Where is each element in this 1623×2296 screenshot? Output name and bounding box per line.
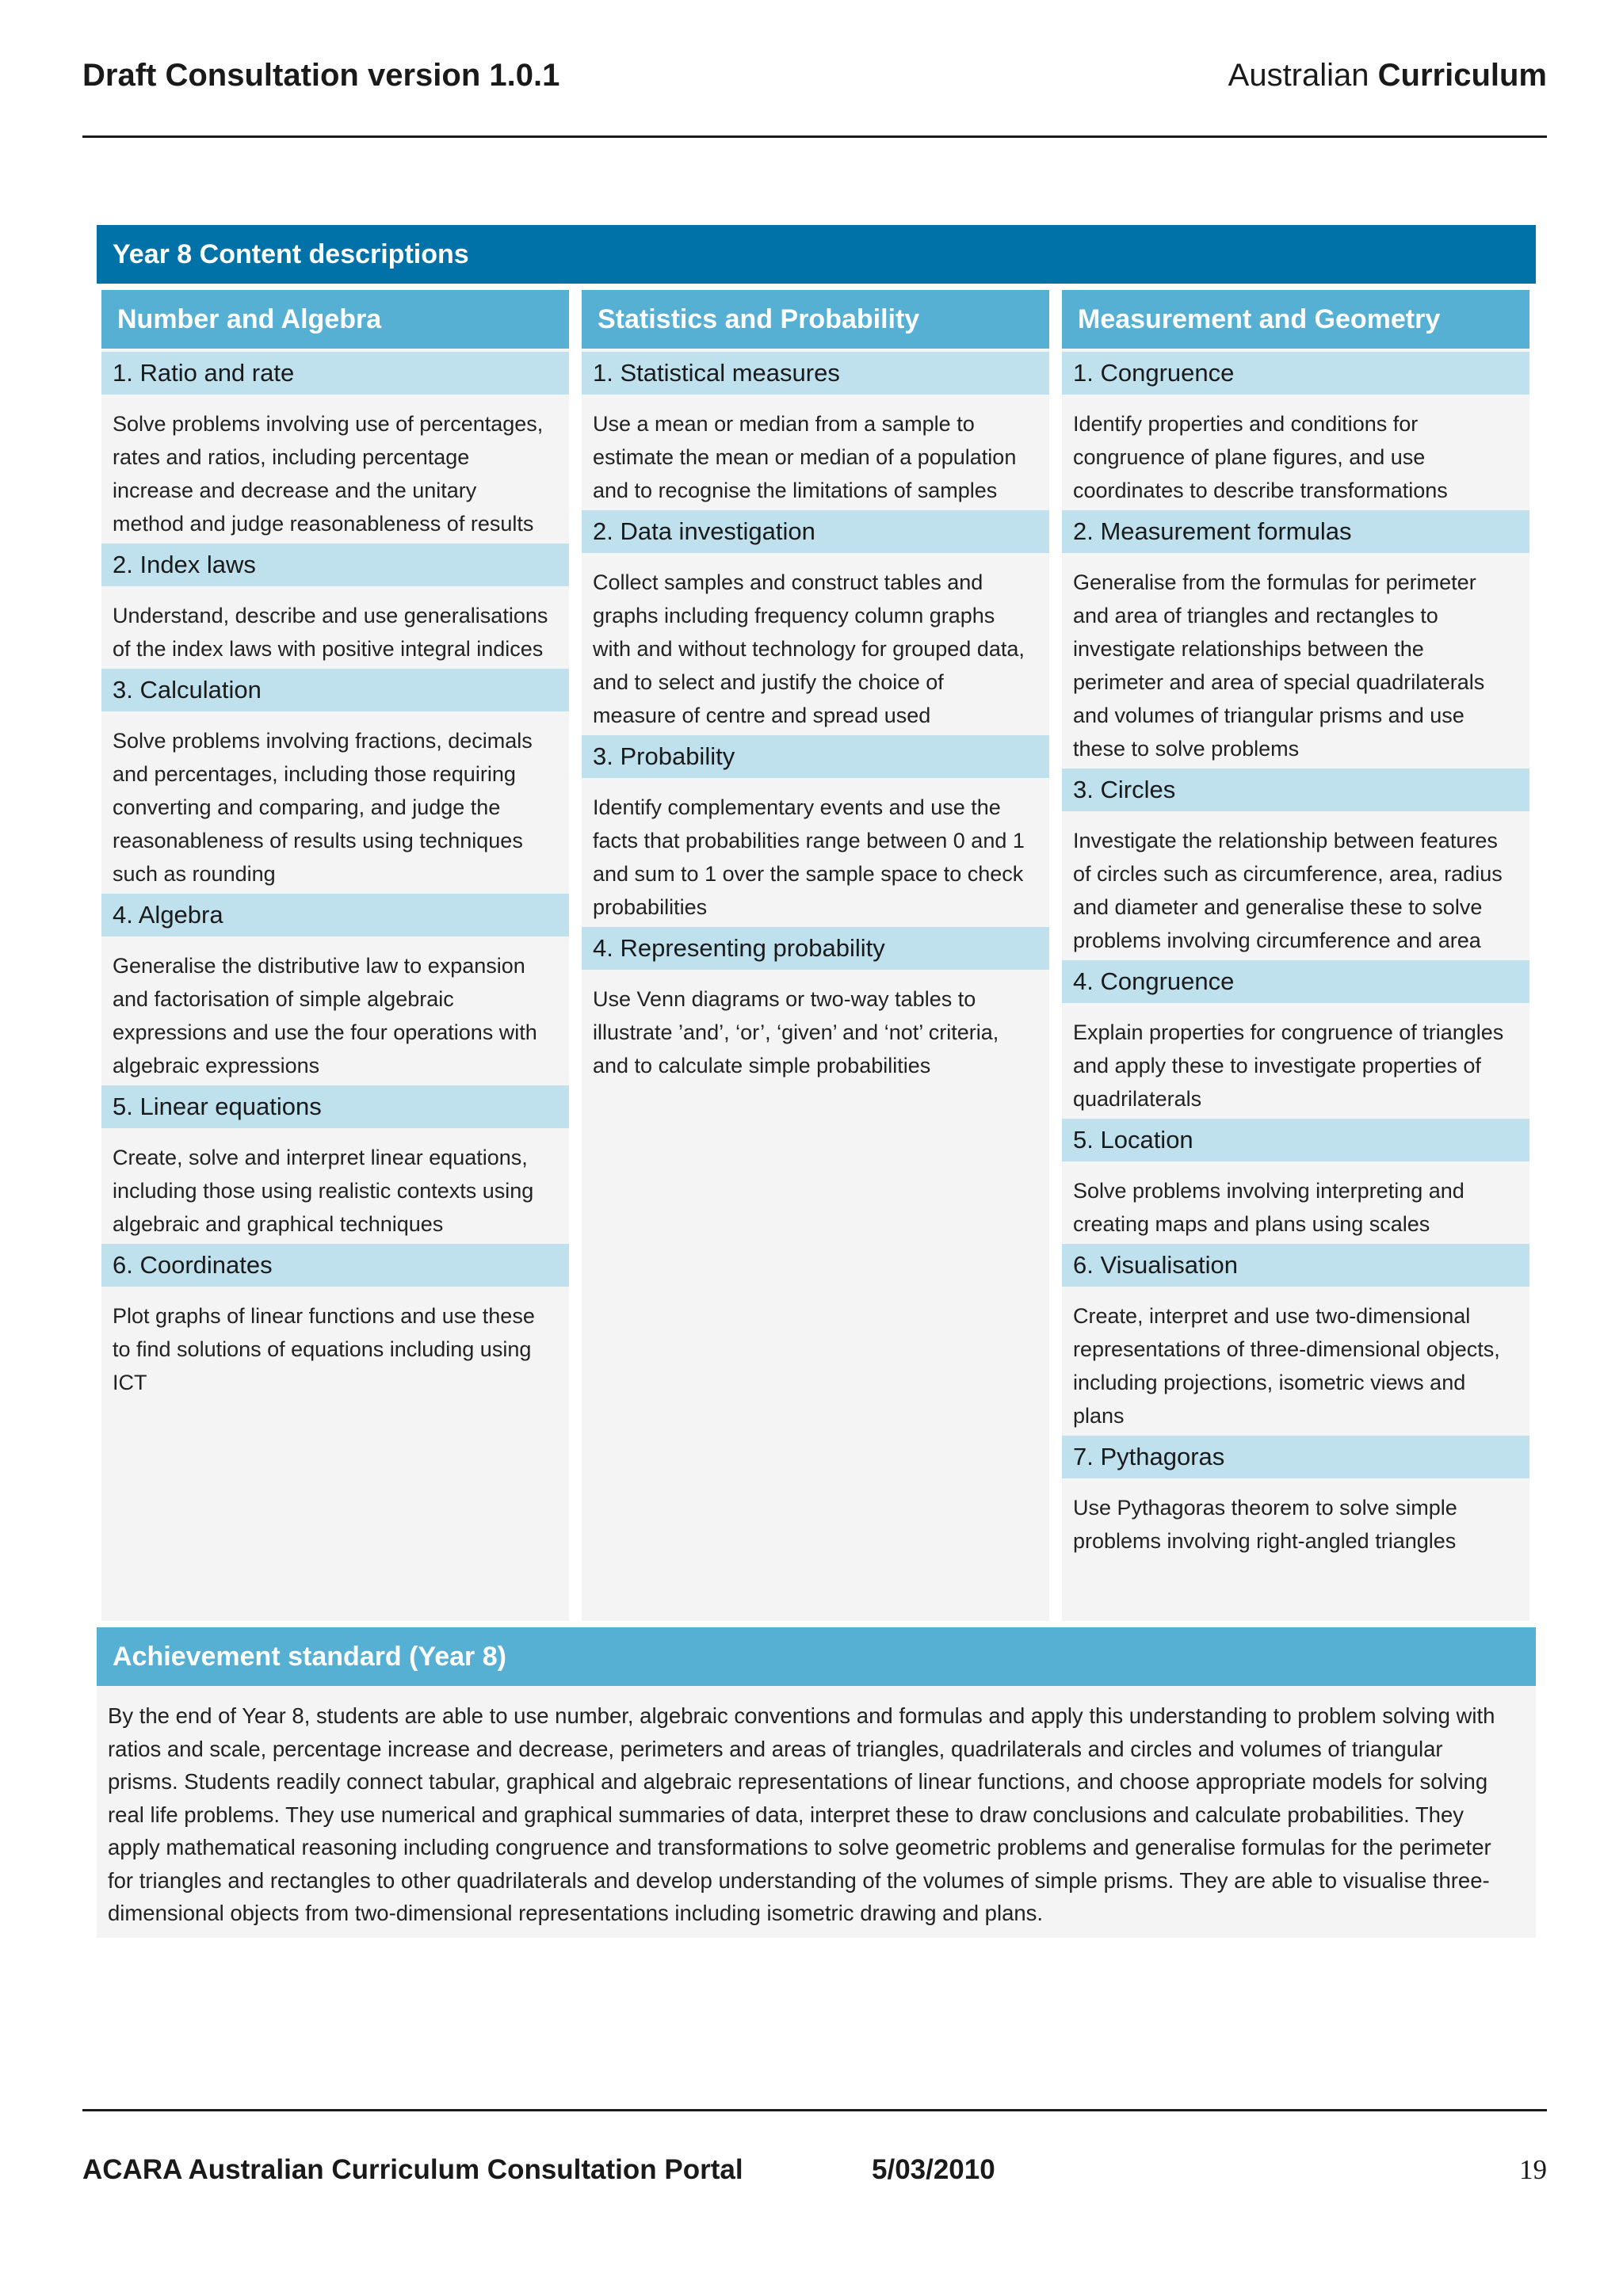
section-heading: 5. Linear equations [101, 1085, 569, 1128]
description-line: rates and ratios, including percentage [113, 445, 470, 469]
section-heading: 1. Statistical measures [582, 352, 1049, 395]
description-line: Solve problems involving fractions, decimals [113, 729, 533, 753]
brand-curriculum: Curriculum [1377, 58, 1547, 93]
description-line: with and without technology for grouped data, [593, 637, 1025, 661]
description-line: these to solve problems [1073, 737, 1300, 761]
description-line: increase and decrease and the unitary [113, 479, 477, 502]
section-heading: 4. Congruence [1062, 960, 1529, 1003]
achievement-standard-body [97, 1686, 1536, 1938]
section-description [582, 970, 1049, 1082]
column-heading: Measurement and Geometry [1062, 290, 1529, 349]
description-line: plans [1073, 1404, 1125, 1428]
column-heading: Statistics and Probability [582, 290, 1049, 349]
description-line: Generalise from the formulas for perimeter [1073, 570, 1476, 594]
description-line: and diameter and generalise these to solve [1073, 895, 1483, 919]
description-line: and volumes of triangular prisms and use [1073, 704, 1465, 727]
section-description [101, 395, 569, 540]
description-line: problems involving circumference and area [1073, 929, 1481, 952]
section-description [582, 395, 1049, 507]
description-line: measure of centre and spread used [593, 704, 931, 727]
column-number-and-algebra [101, 290, 569, 1621]
section-description [101, 1287, 569, 1399]
section-description [1062, 1287, 1529, 1432]
description-line: Identify complementary events and use the [593, 795, 1001, 819]
section-heading: 3. Probability [582, 735, 1049, 778]
description-line: perimeter and area of special quadrilaterals [1073, 670, 1485, 694]
description-line: Use Venn diagrams or two-way tables to [593, 987, 976, 1011]
description-line: Create, interpret and use two-dimensional [1073, 1304, 1471, 1328]
description-line: problems involving right-angled triangles [1073, 1529, 1457, 1553]
description-line: algebraic expressions [113, 1054, 320, 1077]
description-line: Explain properties for congruence of triangles [1073, 1020, 1504, 1044]
description-line: converting and comparing, and judge the [113, 795, 501, 819]
description-line: including projections, isometric views and [1073, 1371, 1466, 1394]
page-footer [82, 2150, 1547, 2190]
description-line: and to select and justify the choice of [593, 670, 944, 694]
section-description [101, 1128, 569, 1241]
section-heading: 1. Ratio and rate [101, 352, 569, 395]
section-description [1062, 553, 1529, 765]
description-line: representations of three-dimensional objects, [1073, 1337, 1500, 1361]
description-line: reasonableness of results using techniques [113, 829, 523, 852]
description-line: to find solutions of equations including using [113, 1337, 532, 1361]
section-description [582, 778, 1049, 924]
page-header [82, 55, 1547, 95]
description-line: and apply these to investigate properties of [1073, 1054, 1481, 1077]
description-line: Collect samples and construct tables and [593, 570, 983, 594]
document-version-title: Draft Consultation version 1.0.1 [82, 58, 560, 93]
description-line: algebraic and graphical techniques [113, 1212, 444, 1236]
description-line: and sum to 1 over the sample space to check [593, 862, 1024, 886]
description-line: illustrate ’and’, ‘or’, ‘given’ and ‘not’ criteria, [593, 1020, 999, 1044]
achievement-line: apply mathematical reasoning including congruence and transformations to solve geometric problems and generalise formulas for the perimeter [108, 1835, 1491, 1859]
description-line: Understand, describe and use generalisations [113, 604, 548, 627]
page-number: 19 [1519, 2154, 1547, 2185]
description-line: creating maps and plans using scales [1073, 1212, 1430, 1236]
section-heading: 2. Data investigation [582, 510, 1049, 553]
description-line: of circles such as circumference, area, radius [1073, 862, 1503, 886]
description-line: Generalise the distributive law to expansion [113, 954, 525, 978]
achievement-line: prisms. Students readily connect tabular, graphical and algebraic representations of linear functions, and choose appropriate models for solving [108, 1769, 1488, 1794]
description-line: Use Pythagoras theorem to solve simple [1073, 1496, 1457, 1520]
header-rule [82, 135, 1547, 138]
section-description [1062, 1003, 1529, 1116]
description-line: and to recognise the limitations of samples [593, 479, 998, 502]
description-line: coordinates to describe transformations [1073, 479, 1448, 502]
achievement-line: ratios and scale, percentage increase and decrease, perimeters and areas of triangles, quadrilaterals and circles and volumes of triangular [108, 1736, 1443, 1761]
brand-australian: Australian [1228, 58, 1369, 93]
description-line: Use a mean or median from a sample to [593, 412, 975, 436]
description-line: and percentages, including those requiring [113, 762, 516, 786]
description-line: and area of triangles and rectangles to [1073, 604, 1438, 627]
footer-rule [82, 2109, 1547, 2111]
description-line: investigate relationships between the [1073, 637, 1424, 661]
description-line: such as rounding [113, 862, 276, 886]
section-description [1062, 811, 1529, 957]
section-heading: 1. Congruence [1062, 352, 1529, 395]
section-heading: 2. Measurement formulas [1062, 510, 1529, 553]
description-line: and factorisation of simple algebraic [113, 987, 454, 1011]
description-line: Solve problems involving use of percentages, [113, 412, 544, 436]
curriculum-brand [1228, 55, 1547, 95]
footer-portal-name: ACARA Australian Curriculum Consultation Portal [82, 2154, 743, 2185]
description-line: Create, solve and interpret linear equations, [113, 1146, 528, 1169]
section-description [101, 711, 569, 891]
section-heading: 5. Location [1062, 1119, 1529, 1161]
section-heading: 3. Circles [1062, 769, 1529, 811]
achievement-line: By the end of Year 8, students are able to use number, algebraic conventions and formulas and apply this understanding to problem solving with [108, 1703, 1495, 1728]
description-line: Solve problems involving interpreting and [1073, 1179, 1465, 1203]
section-heading: 6. Visualisation [1062, 1244, 1529, 1287]
section-heading: 4. Algebra [101, 894, 569, 936]
section-description [1062, 1478, 1529, 1558]
section-heading: 6. Coordinates [101, 1244, 569, 1287]
section-description [1062, 395, 1529, 507]
description-line: method and judge reasonableness of results [113, 512, 534, 536]
content-descriptions-title: Year 8 Content descriptions [97, 225, 1536, 284]
column-heading: Number and Algebra [101, 290, 569, 349]
section-description [101, 586, 569, 666]
section-heading: 4. Representing probability [582, 927, 1049, 970]
section-description [582, 553, 1049, 732]
description-line: of the index laws with positive integral indices [113, 637, 544, 661]
achievement-line: dimensional objects from two-dimensional representations including isometric drawing and plans. [108, 1901, 1044, 1925]
description-line: ICT [113, 1371, 147, 1394]
footer-date: 5/03/2010 [872, 2154, 995, 2185]
description-line: and to calculate simple probabilities [593, 1054, 931, 1077]
achievement-line: real life problems. They use numerical and graphical summaries of data, interpret these to draw conclusions and calculate probabilities. They [108, 1802, 1464, 1827]
description-line: estimate the mean or median of a population [593, 445, 1017, 469]
section-heading: 2. Index laws [101, 543, 569, 586]
section-heading: 3. Calculation [101, 669, 569, 711]
column-measurement-and-geometry [1062, 290, 1529, 1621]
achievement-line: for triangles and rectangles to other quadrilaterals and develop understanding of the volumes of simple prisms. They are able to visualise three- [108, 1867, 1490, 1893]
description-line: Investigate the relationship between features [1073, 829, 1498, 852]
description-line: quadrilaterals [1073, 1087, 1202, 1111]
column-statistics-and-probability [582, 290, 1049, 1621]
section-description [1062, 1161, 1529, 1241]
achievement-standard-title: Achievement standard (Year 8) [97, 1627, 1536, 1686]
description-line: congruence of plane figures, and use [1073, 445, 1426, 469]
description-line: including those using realistic contexts using [113, 1179, 534, 1203]
description-line: facts that probabilities range between 0 and 1 [593, 829, 1025, 852]
description-line: expressions and use the four operations with [113, 1020, 537, 1044]
description-line: Identify properties and conditions for [1073, 412, 1419, 436]
section-heading: 7. Pythagoras [1062, 1436, 1529, 1478]
description-line: graphs including frequency column graphs [593, 604, 995, 627]
description-line: Plot graphs of linear functions and use these [113, 1304, 535, 1328]
description-line: probabilities [593, 895, 708, 919]
section-description [101, 936, 569, 1082]
